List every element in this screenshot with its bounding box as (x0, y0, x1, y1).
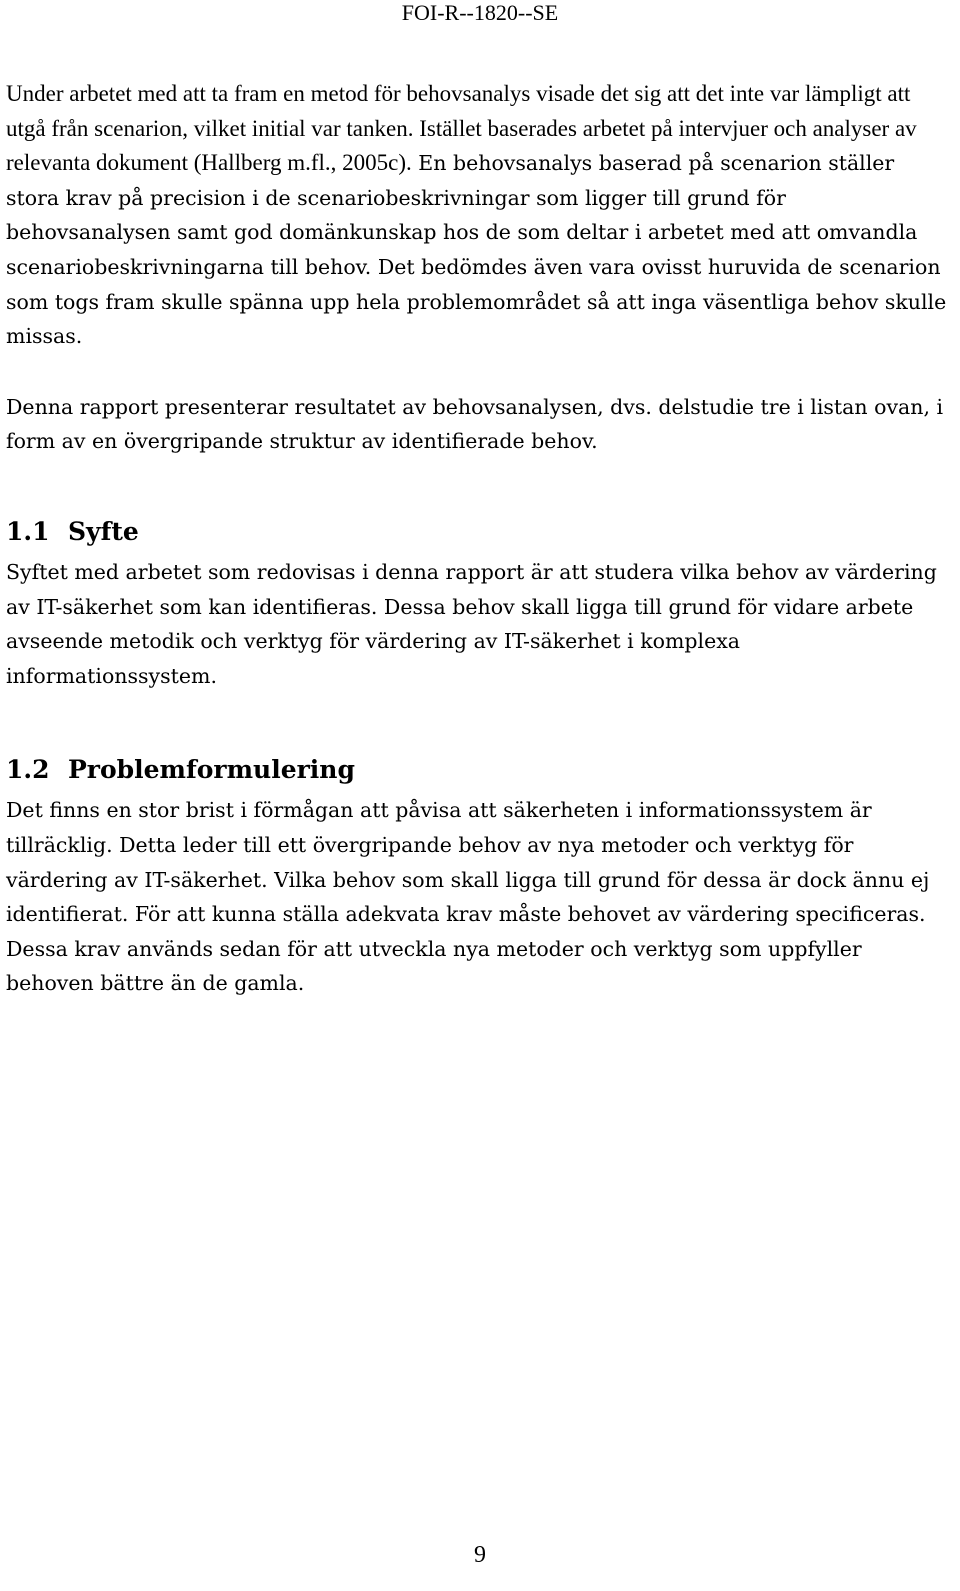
page-header-doc-id: FOI-R--1820--SE (401, 0, 559, 25)
paragraph-method-background (6, 77, 951, 354)
section-title: Syfte (68, 516, 139, 546)
section-body-problemformulering: Det finns en stor brist i förmågan att påvisa att säkerheten i informationssystem är tillräcklig. Detta leder till ett övergripande behov av nya metoder och verktyg för värdering av IT-säkerhet. Vilka behov som skall ligga till grund för dessa är dock ännu ej identifierat. För att kunna ställa adekvata krav måste behovet av värdering specificeras. Dessa krav används sedan för att utveckla nya metoder och verktyg som uppfyller behoven bättre än de gamla. (6, 798, 930, 996)
section-number: 1.1 (6, 516, 50, 546)
page-number: 9 (474, 1542, 486, 1568)
section-body-syfte: Syftet med arbetet som redovisas i denna rapport är att studera vilka behov av värdering av IT-säkerhet som kan identifieras. Dessa behov skall ligga till grund för vidare arbete avseende metodik och verktyg för värdering av IT-säkerhet i komplexa informationssystem. (6, 559, 937, 688)
document-body (6, 77, 951, 1001)
section-title: Problemformulering (68, 755, 355, 785)
section-heading-problemformulering (6, 747, 951, 793)
section-heading-syfte (6, 509, 951, 555)
paragraph-report-scope: Denna rapport presenterar resultatet av behovsanalysen, dvs. delstudie tre i listan ovan, i form av en övergripande struktur av identifierade behov. (6, 394, 944, 454)
paragraph-method-background-part-a: Under arbetet med att ta fram en metod för behovsanalys visade det sig att det inte var lämpligt att utgå från scenarion, vilket initial var tanken. Istället baserades arbetet på intervjuer och analyser av relevanta dokument (Hallberg m.fl., 2005c). (6, 81, 917, 176)
section-number: 1.2 (6, 755, 50, 785)
paragraph-method-background-part-b: En behovsanalys baserad på scenarion ställer stora krav på precision i de scenariobeskrivningar som ligger till grund för behovsanalysen samt god domänkunskap hos de som deltar i arbetet med att omvandla scenariobeskrivningarna till behov. Det bedömdes även vara ovisst huruvida de scenarion som togs fram skulle spänna upp hela problemområdet så att inga väsentliga behov skulle missas. (6, 151, 947, 349)
